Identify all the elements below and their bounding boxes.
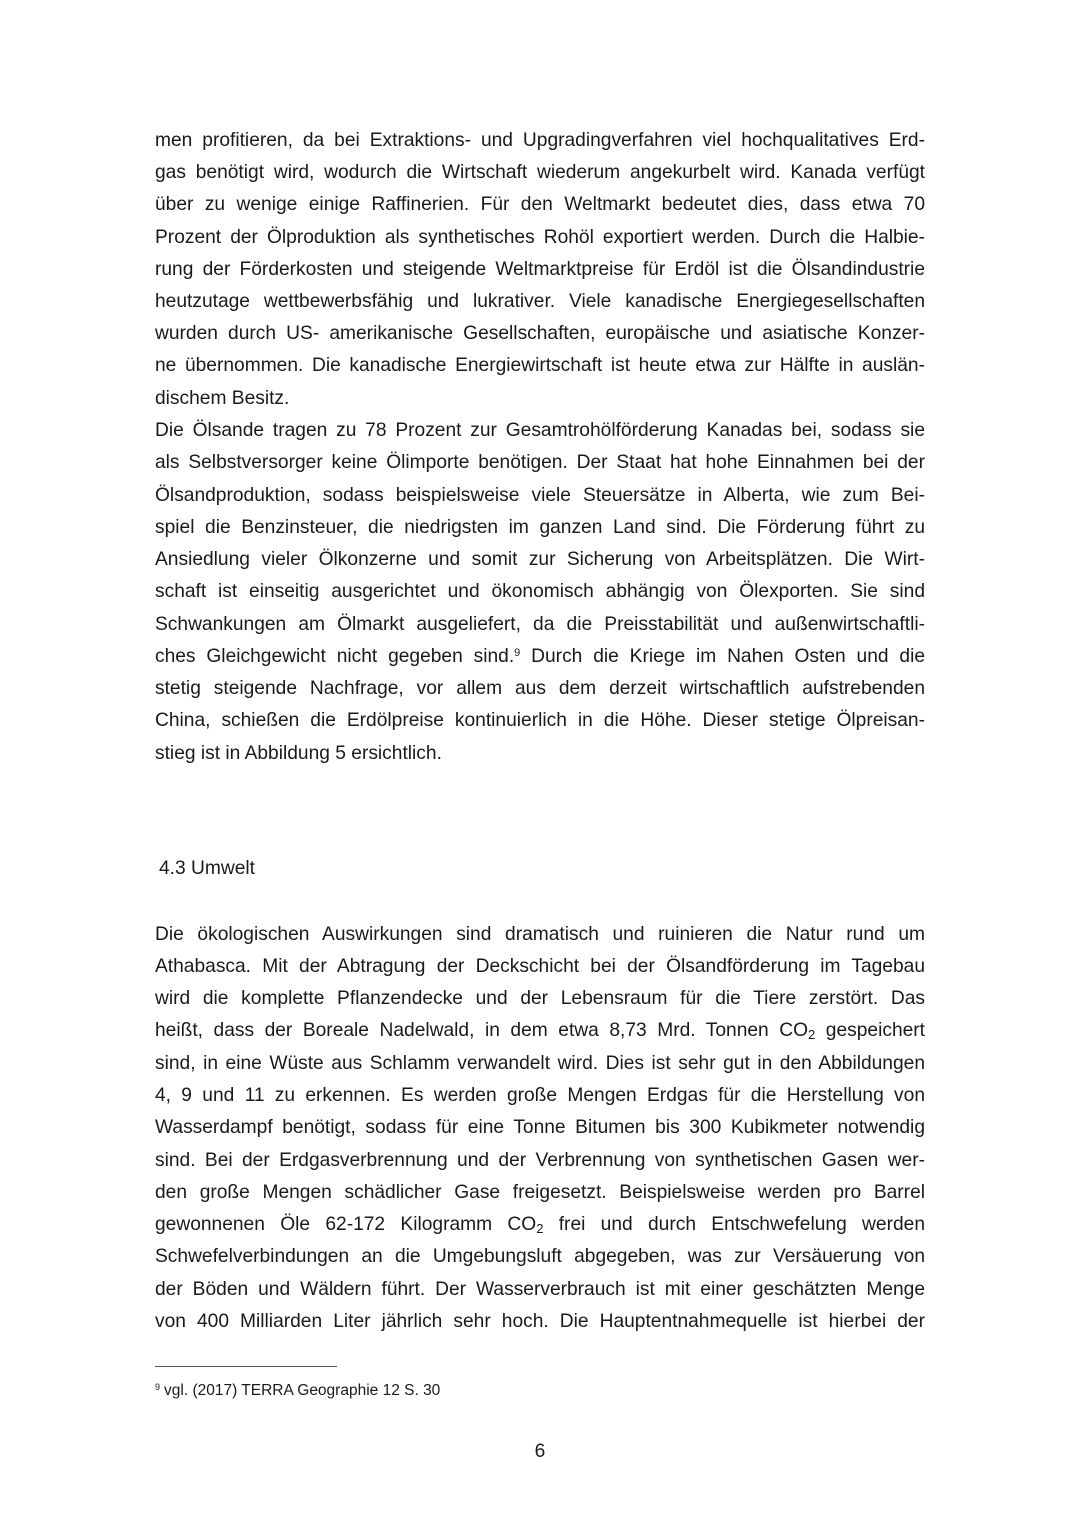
text-line: von 400 Milliarden Liter jährlich sehr hoch. Die Hauptentnahmequelle ist hierbei der [155,1311,925,1332]
text-line: sind, in eine Wüste aus Schlamm verwandelt wird. Dies ist sehr gut in den Abbildungen [155,1053,925,1074]
page-number: 6 [534,1441,546,1462]
text-line: über zu wenige einige Raffinerien. Für den Weltmarkt bedeutet dies, dass etwa 70 [155,194,925,215]
text-segment: ches Gleichgewicht nicht gegeben sind. [155,646,515,667]
footnote-reference[interactable]: 9 [514,647,521,659]
text-line: sind. Bei der Erdgasverbrennung und der Verbrennung von synthetischen Gasen wer- [155,1150,925,1171]
subscript: 2 [808,1027,816,1042]
text-line: China, schießen die Erdölpreise kontinuierlich in die Höhe. Dieser stetige Ölpreisan- [155,710,925,731]
text-line: schaft ist einseitig ausgerichtet und ökonomisch abhängig von Ölexporten. Sie sind [155,581,925,602]
text-segment: Durch die Kriege im Nahen Osten und die [520,646,926,667]
text-line: 4, 9 und 11 zu erkennen. Es werden große Mengen Erdgas für die Herstellung von [155,1085,925,1106]
text-line: als Selbstversorger keine Ölimporte benötigen. Der Staat hat hohe Einnahmen bei der [155,452,925,473]
text-segment: heißt, dass der Boreale Nadelwald, in dem etwa 8,73 Mrd. Tonnen CO [155,1020,809,1041]
text-line: Wasserdampf benötigt, sodass für eine Tonne Bitumen bis 300 Kubikmeter notwendig [155,1117,925,1138]
text-line: spiel die Benzinsteuer, die niedrigsten im ganzen Land sind. Die Förderung führt zu [155,517,925,538]
text-line: Schwefelverbindungen an die Umgebungsluft abgegeben, was zur Versäuerung von [155,1246,925,1267]
text-line: den große Mengen schädlicher Gase freigesetzt. Beispielsweise werden pro Barrel [155,1182,925,1203]
text-line: Ansiedlung vieler Ölkonzerne und somit zur Sicherung von Arbeitsplätzen. Die Wirt- [155,549,925,570]
section-heading: 4.3 Umwelt [159,858,255,879]
text-line: stetig steigende Nachfrage, vor allem aus dem derzeit wirtschaftlich aufstrebenden [155,678,925,699]
text-line: wurden durch US- amerikanische Gesellschaften, europäische und asiatische Konzer- [155,323,925,344]
footnote-text: vgl. (2017) TERRA Geographie 12 S. 30 [164,1382,441,1399]
text-line: rung der Förderkosten und steigende Weltmarktpreise für Erdöl ist die Ölsandindustrie [155,259,925,280]
text-line: Die ökologischen Auswirkungen sind dramatisch und ruinieren die Natur rund um [155,924,925,945]
subscript: 2 [536,1221,544,1236]
text-line-co2 [155,1019,925,1043]
text-line: wird die komplette Pflanzendecke und der Lebensraum für die Tiere zerstört. Das [155,988,925,1009]
text-line: heutzutage wettbewerbsfähig und lukrativer. Viele kanadische Energiegesellschaften [155,291,925,312]
text-segment: gespeichert [815,1020,926,1041]
footnote [155,1381,440,1401]
text-line: stieg ist in Abbildung 5 ersichtlich. [155,743,442,764]
text-segment: frei und durch Entschwefelung werden [543,1214,925,1235]
text-line: ne übernommen. Die kanadische Energiewirtschaft ist heute etwa zur Hälfte in auslän- [155,355,925,376]
text-segment: gewonnenen Öle 62-172 Kilogramm CO [155,1214,537,1235]
text-line: men profitieren, da bei Extraktions- und Upgradingverfahren viel hochqualitatives Erd- [155,130,925,151]
text-line: Athabasca. Mit der Abtragung der Deckschicht bei der Ölsandförderung im Tagebau [155,956,925,977]
text-line: Ölsandproduktion, sodass beispielsweise viele Steuersätze in Alberta, wie zum Bei- [155,485,925,506]
text-line: Prozent der Ölproduktion als synthetisches Rohöl exportiert werden. Durch die Halbie- [155,227,925,248]
text-line-with-footnote [155,645,925,669]
text-line: dischem Besitz. [155,388,290,409]
footnote-separator [155,1366,337,1367]
text-line-co2 [155,1213,925,1237]
footnote-marker: 9 [155,1382,161,1392]
text-line: Schwankungen am Ölmarkt ausgeliefert, da die Preisstabilität und außenwirtschaftli- [155,614,925,635]
text-line: der Böden und Wäldern führt. Der Wasserverbrauch ist mit einer geschätzten Menge [155,1279,925,1300]
text-line: Die Ölsande tragen zu 78 Prozent zur Gesamtrohölförderung Kanadas bei, sodass sie [155,420,925,441]
text-line: gas benötigt wird, wodurch die Wirtschaft wiederum angekurbelt wird. Kanada verfügt [155,162,925,183]
